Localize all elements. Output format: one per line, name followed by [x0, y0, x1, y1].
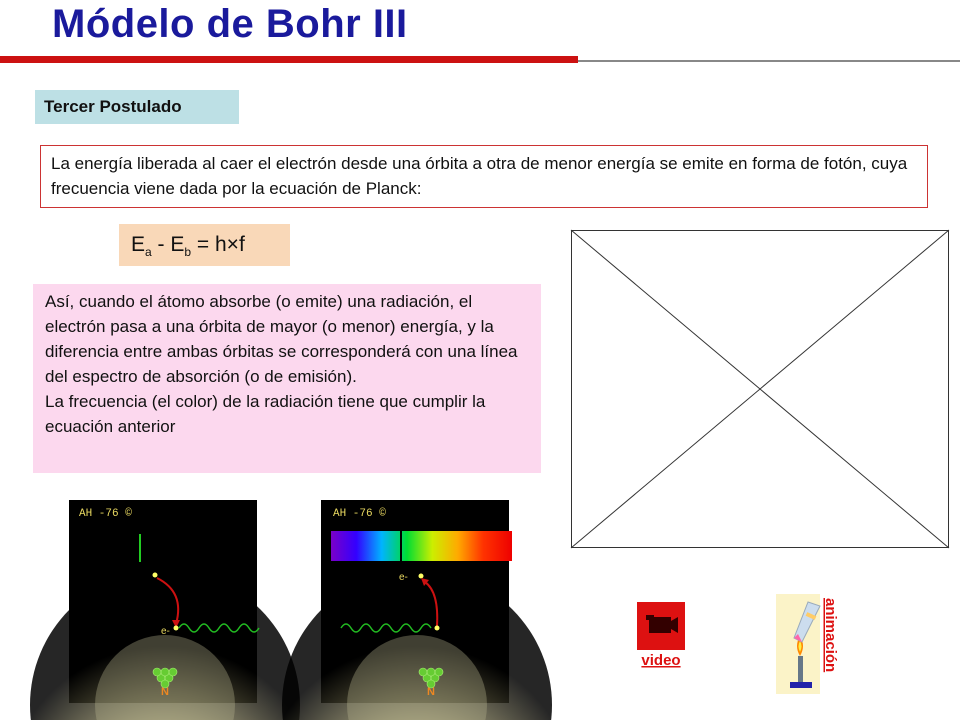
- equation-rhs: = h×f: [191, 233, 245, 256]
- intro-text-box: La energía liberada al caer el electrón desde una órbita a otra de menor energía se emite en forma de fotón, cuya frecuencia viene dada por la ecuación de Planck:: [40, 145, 928, 208]
- video-label[interactable]: video: [641, 652, 681, 669]
- credit-text: AH -76 ©: [333, 508, 386, 520]
- credit-text: AH -76 ©: [79, 508, 132, 520]
- video-link[interactable]: [637, 602, 685, 669]
- electron-label: e-: [161, 626, 170, 637]
- postulate-label: Tercer Postulado: [35, 90, 239, 124]
- atom-emission-image: [321, 500, 509, 703]
- explanation-box: [33, 284, 541, 473]
- equation-sub-b: b: [184, 245, 192, 260]
- planck-equation: [119, 224, 290, 266]
- electron-label: e-: [399, 572, 408, 583]
- equation-minus: - E: [151, 233, 185, 256]
- title-underline-thin: [578, 60, 960, 62]
- atom-absorption-image: [69, 500, 257, 703]
- nucleus-label: N: [427, 686, 435, 698]
- explanation-paragraph: La frecuencia (el color) de la radiación tiene que cumplir la ecuación anterior: [45, 392, 486, 436]
- animation-link[interactable]: [776, 594, 839, 694]
- equation-sub-a: a: [145, 245, 152, 260]
- explanation-paragraph: Así, cuando el átomo absorbe (o emite) una radiación, el electrón pasa a una órbita de mayor (o menor) energía, y la diferencia entre ambas órbitas se corresponderá con una línea del espectro de absorción (o de emisión).: [45, 292, 518, 386]
- equation-e: E: [131, 233, 146, 256]
- media-placeholder[interactable]: [571, 230, 949, 548]
- title-underline: [0, 56, 578, 63]
- nucleus-label: N: [161, 686, 169, 698]
- page-title: Módelo de Bohr III: [52, 2, 408, 46]
- animation-label[interactable]: animación: [822, 598, 839, 673]
